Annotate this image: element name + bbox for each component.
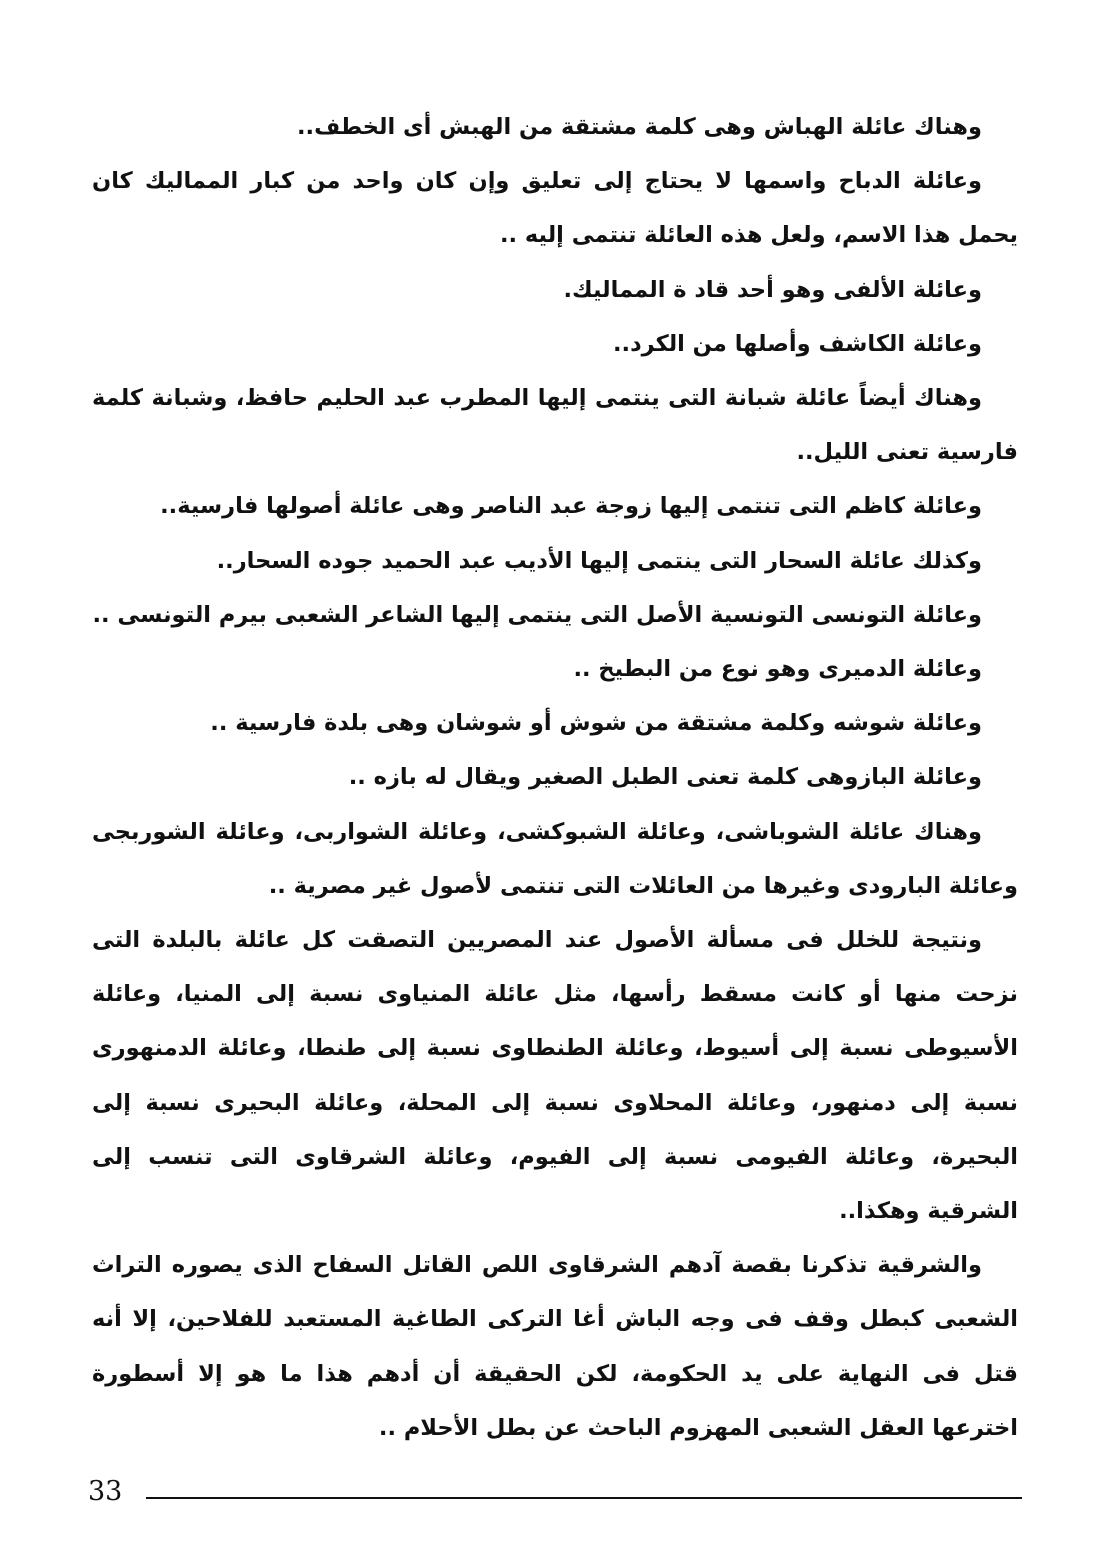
paragraph-alhabbash: وهناك عائلة الهباش وهى كلمة مشتقة من الهبش أى الخطف.. [296, 114, 982, 140]
paragraph-aldemiri: وعائلة الدميرى وهو نوع من البطيخ .. [573, 656, 982, 683]
paragraph-albaz: وعائلة البازوهى كلمة تعنى الطبل الصغير ويقال له بازه .. [348, 764, 982, 791]
page-number: 33 [88, 1476, 123, 1507]
paragraph-alsahhar: وكذلك عائلة السحار التى ينتمى إليها الأديب عبد الحميد جوده السحار.. [216, 547, 982, 574]
paragraph-altounsi: وعائلة التونسى التونسية الأصل التى ينتمى إليها الشاعر الشعبى بيرم التونسى .. [92, 601, 982, 628]
paragraph-foreign-families: وهناك عائلة الشوباشى، وعائلة الشبوكشى، وعائلة الشواربى، وعائلة الشوربجى وعائلة البارودى وغيرها من العائلات التى تنتمى لأصول غير مصرية .. [92, 818, 1018, 899]
paragraph-shabana: وهناك أيضاً عائلة شبانة التى ينتمى إليها المطرب عبد الحليم حافظ، وشبانة كلمة فارسية تعنى الليل.. [92, 385, 1018, 466]
paragraph-aldabbah: وعائلة الدباح واسمها لا يحتاج إلى تعليق وإن كان واحد من كبار المماليك كان يحمل هذا الاسم، ولعل هذه العائلة تنتمى إليه .. [92, 168, 1018, 249]
paragraph-origins-by-town: ونتيجة للخلل فى مسألة الأصول عند المصريين التصقت كل عائلة بالبلدة التى نزحت منها أو كانت مسقط رأسها، مثل عائلة المنياوى نسبة إلى المنيا، وعائلة الأسيوطى نسبة إلى أسيوط، وعائلة الطنطاوى نسبة إلى طنطا، وعائلة الدمنهورى نسبة إلى دمنهور، وعائلة المحلاوى نسبة إلى المحلة، وعائلة البحيرى نسبة إلى البحيرة، وعائلة الفيومى نسبة إلى الفيوم، وعائلة الشرقاوى التى تنسب إلى الشرقية وهكذا.. [92, 927, 1018, 1225]
paragraph-alkashef: وعائلة الكاشف وأصلها من الكرد.. [612, 330, 982, 357]
paragraph-shousha: وعائلة شوشه وكلمة مشتقة من شوش أو شوشان وهى بلدة فارسية .. [210, 710, 982, 737]
paragraph-adham-alsharqawi: والشرقية تذكرنا بقصة آدهم الشرقاوى اللص القاتل السفاح الذى يصوره التراث الشعبى كبطل وقف فى وجه الباش أغا التركى الطاغية المستعبد للفلاحين، إلا أنه قتل فى النهاية على يد الحكومة، لكن الحقيقة أن أدهم هذا ما هو إلا أسطورة اخترعها العقل الشعبى المهزوم الباحث عن بطل الأحلام .. [92, 1252, 1018, 1441]
paragraph-kazem: وعائلة كاظم التى تنتمى إليها زوجة عبد الناصر وهى عائلة أصولها فارسية.. [160, 493, 982, 520]
body-text [92, 100, 1018, 1455]
paragraph-alalfi: وعائلة الألفى وهو أحد قاد ة المماليك. [563, 276, 982, 303]
footer-rule [146, 1497, 1022, 1499]
